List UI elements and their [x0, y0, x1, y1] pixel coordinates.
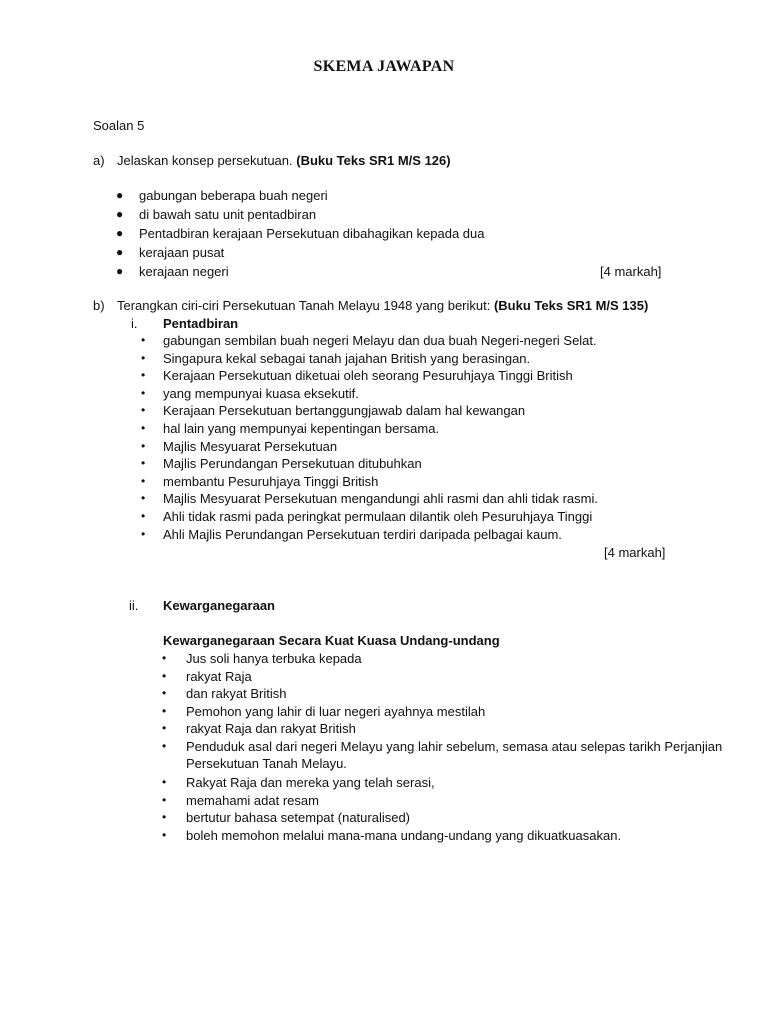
bullet-icon: •: [141, 333, 146, 347]
bullet-icon: ●: [116, 245, 124, 259]
bullet-icon: •: [162, 774, 167, 789]
bullet-icon: •: [141, 473, 146, 488]
bullet-icon: ●: [116, 207, 124, 221]
list-item: ● di bawah satu unit pentadbiran: [116, 207, 317, 222]
part-a-points: [116, 187, 485, 282]
list-item: • rakyat Raja dan rakyat British: [162, 721, 356, 737]
part-a-label: a): [93, 153, 105, 168]
list-item: ● kerajaan negeri: [116, 264, 229, 279]
question-label: Soalan 5: [93, 118, 145, 133]
part-a-marks: [4 markah]: [600, 264, 662, 279]
list-item: • Kerajaan Persekutuan bertanggungjawab dalam hal kewangan: [141, 403, 526, 419]
list-item: • Penduduk asal dari negeri Melayu yang lahir sebelum, semasa atau selepas tarikh Perjanjian Persekutuan Tanah Melayu.: [162, 738, 723, 772]
section-ii-heading: Kewarganegaraan: [163, 598, 275, 613]
list-item: • Pemohon yang lahir di luar negeri ayahnya mestilah: [162, 703, 486, 719]
bullet-icon: •: [162, 721, 167, 736]
section-ii-subheading: Kewarganegaraan Secara Kuat Kuasa Undang-undang: [163, 633, 500, 648]
bullet-icon: •: [141, 438, 146, 453]
list-item: • hal lain yang mempunyai kepentingan bersama.: [141, 420, 440, 436]
part-a-question: [117, 152, 451, 170]
list-item: ● kerajaan pusat: [116, 245, 225, 260]
bullet-icon: •: [162, 703, 167, 718]
section-ii-points: [162, 650, 726, 844]
bullet-icon: •: [162, 810, 167, 825]
bullet-icon: •: [141, 368, 146, 383]
list-item: • Rakyat Raja dan mereka yang telah serasi,: [162, 774, 435, 790]
bullet-icon: •: [162, 686, 167, 701]
list-item: • Majlis Mesyuarat Persekutuan: [141, 438, 338, 454]
bullet-icon: •: [162, 651, 167, 665]
document-title: SKEMA JAWAPAN: [313, 58, 455, 75]
bullet-icon: ●: [116, 226, 124, 240]
list-item: • Kerajaan Persekutuan diketuai oleh seorang Pesuruhjaya Tinggi British: [141, 368, 573, 384]
list-item: • yang mempunyai kuasa eksekutif.: [141, 385, 359, 401]
bullet-icon: •: [141, 508, 146, 523]
list-item: • Ahli Majlis Perundangan Persekutuan terdiri daripada pelbagai kaum.: [141, 526, 562, 542]
bullet-icon: ●: [116, 188, 124, 202]
bullet-icon: •: [162, 738, 167, 753]
section-i-points: [141, 332, 598, 543]
list-item: ● Pentadbiran kerajaan Persekutuan dibahagikan kepada dua: [116, 226, 485, 241]
list-item: • membantu Pesuruhjaya Tinggi British: [141, 473, 379, 489]
part-a-reference: (Buku Teks SR1 M/S 126): [292, 153, 451, 168]
list-item: • Majlis Mesyuarat Persekutuan mengandungi ahli rasmi dan ahli tidak rasmi.: [141, 491, 598, 507]
bullet-icon: •: [141, 526, 146, 541]
section-i-marks: [4 markah]: [604, 545, 666, 560]
list-item: • memahami adat resam: [162, 792, 319, 808]
part-a-question-text: Jelaskan konsep persekutuan.: [117, 153, 293, 168]
section-i-numeral: i.: [131, 316, 138, 331]
bullet-icon: •: [162, 668, 167, 683]
bullet-icon: •: [141, 385, 146, 400]
bullet-icon: •: [141, 456, 146, 471]
list-item: • Ahli tidak rasmi pada peringkat permulaan dilantik oleh Pesuruhjaya Tinggi: [141, 508, 593, 524]
list-item: • boleh memohon melalui mana-mana undang-undang yang dikuatkuasakan.: [162, 827, 622, 843]
section-ii-numeral: ii.: [129, 598, 139, 613]
bullet-icon: •: [141, 350, 146, 365]
list-item: • Singapura kekal sebagai tanah jajahan British yang berasingan.: [141, 350, 531, 366]
bullet-icon: •: [162, 827, 167, 842]
list-item: • rakyat Raja: [162, 668, 252, 684]
bullet-icon: •: [141, 420, 146, 435]
bullet-icon: •: [141, 491, 146, 506]
list-item: • bertutur bahasa setempat (naturalised): [162, 810, 411, 826]
part-b-question-text: Terangkan ciri-ciri Persekutuan Tanah Melayu 1948 yang berikut:: [117, 298, 494, 313]
part-b-reference: (Buku Teks SR1 M/S 135): [493, 298, 649, 313]
list-item: • Majlis Perundangan Persekutuan ditubuhkan: [141, 456, 422, 472]
bullet-icon: ●: [116, 264, 124, 278]
bullet-icon: •: [162, 792, 167, 807]
list-item: ● gabungan beberapa buah negeri: [116, 188, 328, 203]
part-b-label: b): [93, 298, 105, 313]
list-item: • gabungan sembilan buah negeri Melayu dan dua buah Negeri-negeri Selat.: [141, 333, 597, 348]
list-item: • dan rakyat British: [162, 686, 287, 702]
part-b-question: [117, 297, 648, 315]
bullet-icon: •: [141, 403, 146, 418]
section-i-heading: Pentadbiran: [163, 316, 239, 331]
list-item: • Jus soli hanya terbuka kepada: [162, 651, 362, 666]
